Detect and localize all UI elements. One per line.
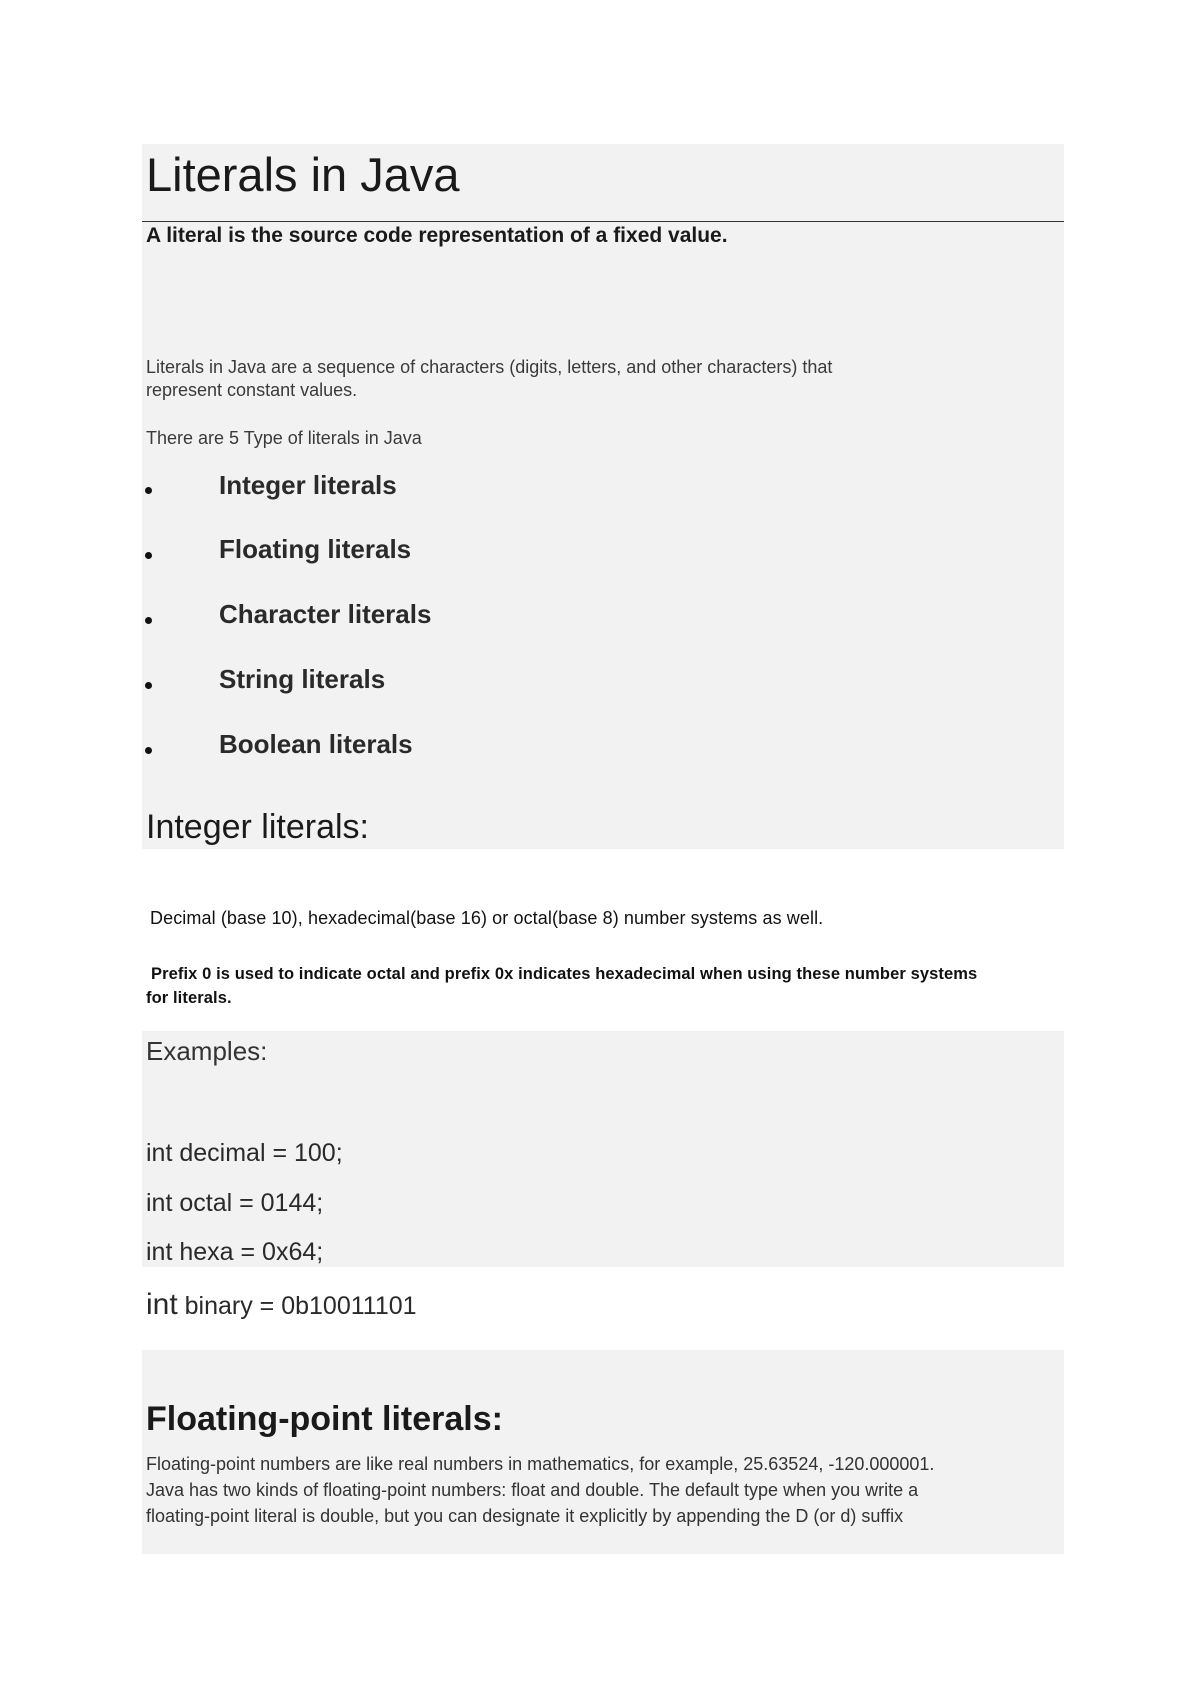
floating-line-1: Floating-point numbers are like real numbers in mathematics, for example, 25.63524, -120.000001. [146, 1454, 935, 1474]
code-line-hexa: int hexa = 0x64; [146, 1238, 324, 1266]
bullet-icon [145, 617, 152, 624]
bullet-icon [145, 747, 152, 754]
list-item-label: Boolean literals [219, 729, 413, 759]
bullet-icon [145, 487, 152, 494]
page-title: Literals in Java [146, 148, 460, 201]
intro-line-2: represent constant values. [146, 380, 358, 400]
code-line-octal: int octal = 0144; [146, 1189, 324, 1217]
code-line-decimal: int decimal = 100; [146, 1139, 343, 1167]
prefix-line-1: Prefix 0 is used to indicate octal and prefix 0x indicates hexadecimal when using these number systems [151, 965, 978, 983]
floating-line-2: Java has two kinds of floating-point numbers: float and double. The default type when you write a [146, 1480, 919, 1500]
intro-line-1: Literals in Java are a sequence of characters (digits, letters, and other characters) that [146, 357, 833, 377]
floating-line-3: floating-point literal is double, but you can designate it explicitly by appending the D (or d) suffix [146, 1506, 904, 1526]
code-line-binary [146, 1288, 417, 1322]
number-systems-text: Decimal (base 10), hexadecimal(base 16) or octal(base 8) number systems as well. [150, 908, 824, 928]
integer-heading: Integer literals: [146, 808, 369, 846]
types-line: There are 5 Type of literals in Java [146, 428, 422, 448]
prefix-text [146, 962, 1026, 1010]
bullet-icon [145, 682, 152, 689]
bullet-icon [145, 552, 152, 559]
binary-keyword: int [146, 1288, 178, 1321]
floating-heading: Floating-point literals: [146, 1400, 503, 1438]
list-item-label: Floating literals [219, 534, 412, 564]
list-item-label: Integer literals [219, 470, 397, 500]
title-divider [142, 221, 1064, 222]
page-subtitle: A literal is the source code representation of a fixed value. [146, 224, 728, 247]
list-item-label: String literals [219, 664, 386, 694]
list-item-label: Character literals [219, 599, 432, 629]
prefix-line-2: for literals. [146, 989, 232, 1007]
examples-heading: Examples: [146, 1036, 268, 1066]
binary-rest: binary = 0b10011101 [177, 1292, 417, 1320]
